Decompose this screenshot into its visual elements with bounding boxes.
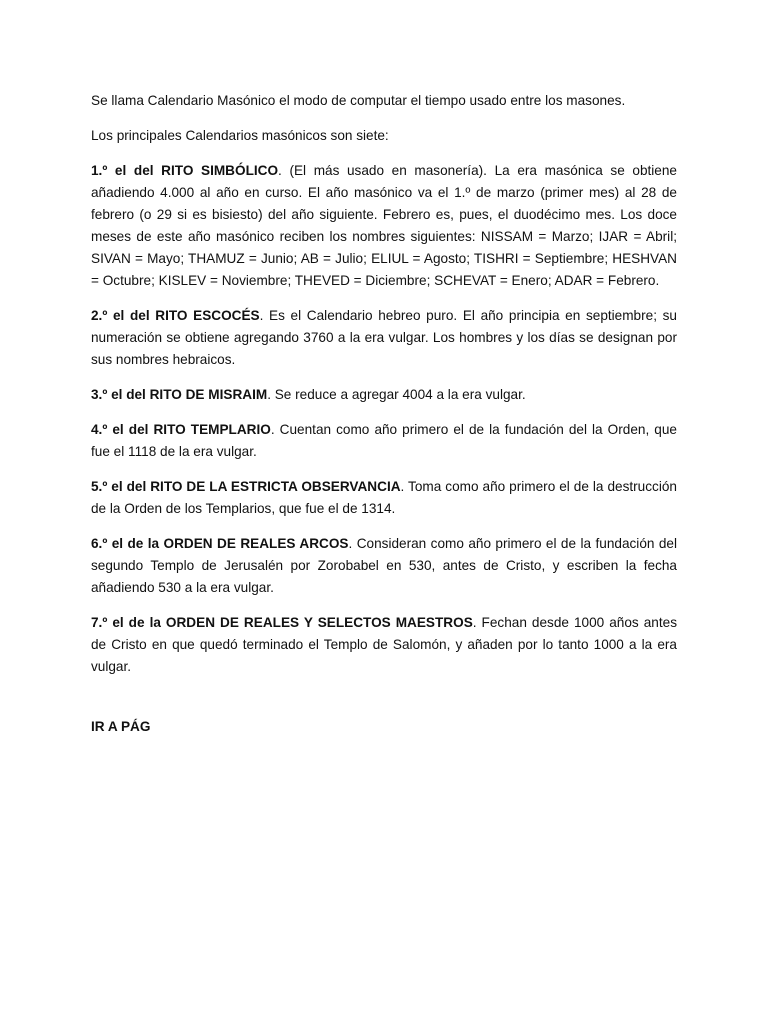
intro-paragraph-2: Los principales Calendarios masónicos son siete: xyxy=(91,128,389,143)
calendar-item-1 xyxy=(91,160,677,292)
item-heading: 4.º el del RITO TEMPLARIO xyxy=(91,422,271,437)
calendar-item-7 xyxy=(91,612,677,678)
item-body: . Fechan desde 1000 años antes de Cristo en que quedó terminado el Templo de Salomón, y añaden por lo tanto 1000 a la era vulgar. xyxy=(91,615,677,674)
item-body: . Toma como año primero el de la destrucción de la Orden de los Templarios, que fue el de 1314. xyxy=(91,479,677,516)
calendar-item-5 xyxy=(91,476,677,520)
item-heading: 3.º el del RITO DE MISRAIM xyxy=(91,387,268,402)
item-heading: 6.º el de la ORDEN DE REALES ARCOS xyxy=(91,536,349,551)
item-heading: 2.º el del RITO ESCOCÉS xyxy=(91,308,260,323)
item-heading: 5.º el del RITO DE LA ESTRICTA OBSERVANCIA xyxy=(91,479,401,494)
item-body: . Se reduce a agregar 4004 a la era vulgar. xyxy=(267,387,526,402)
calendar-item-6 xyxy=(91,533,677,599)
go-to-page-link[interactable]: IR A PÁG xyxy=(91,719,151,734)
item-body: . Cuentan como año primero el de la fundación del la Orden, que fue el 1118 de la era vulgar. xyxy=(91,422,677,459)
item-body: . Consideran como año primero el de la fundación del segundo Templo de Jerusalén por Zorobabel en 530, antes de Cristo, y escriben la fecha añadiendo 530 a la era vulgar. xyxy=(91,536,677,595)
calendar-item-2 xyxy=(91,305,677,371)
item-body: . Es el Calendario hebreo puro. El año principia en septiembre; su numeración se obtiene agregando 3760 a la era vulgar. Los hombres y los días se designan por sus nombres hebraicos. xyxy=(91,308,677,367)
calendar-item-3 xyxy=(91,384,677,406)
item-body: . (El más usado en masonería). La era masónica se obtiene añadiendo 4.000 al año en curso. El año masónico va el 1.º de marzo (primer mes) al 28 de febrero (o 29 si es bisiesto) del año siguiente. Febrero es, pues, el duodécimo mes. Los doce meses de este año masónico reciben los nombres siguientes: NISSAM = Marzo; IJAR = Abril; SIVAN = Mayo; THAMUZ = Junio; AB = Julio; ELIUL = Agosto; TISHRI = Septiembre; HESHVAN = Octubre; KISLEV = Noviembre; THEVED = Diciembre; SCHEVAT = Enero; ADAR = Febrero. xyxy=(91,163,677,288)
item-heading: 1.º el del RITO SIMBÓLICO xyxy=(91,163,279,178)
document-page xyxy=(91,90,677,751)
intro-paragraph-1: Se llama Calendario Masónico el modo de computar el tiempo usado entre los masones. xyxy=(91,93,626,108)
calendar-item-4 xyxy=(91,419,677,463)
item-heading: 7.º el de la ORDEN DE REALES Y SELECTOS MAESTROS xyxy=(91,615,473,630)
